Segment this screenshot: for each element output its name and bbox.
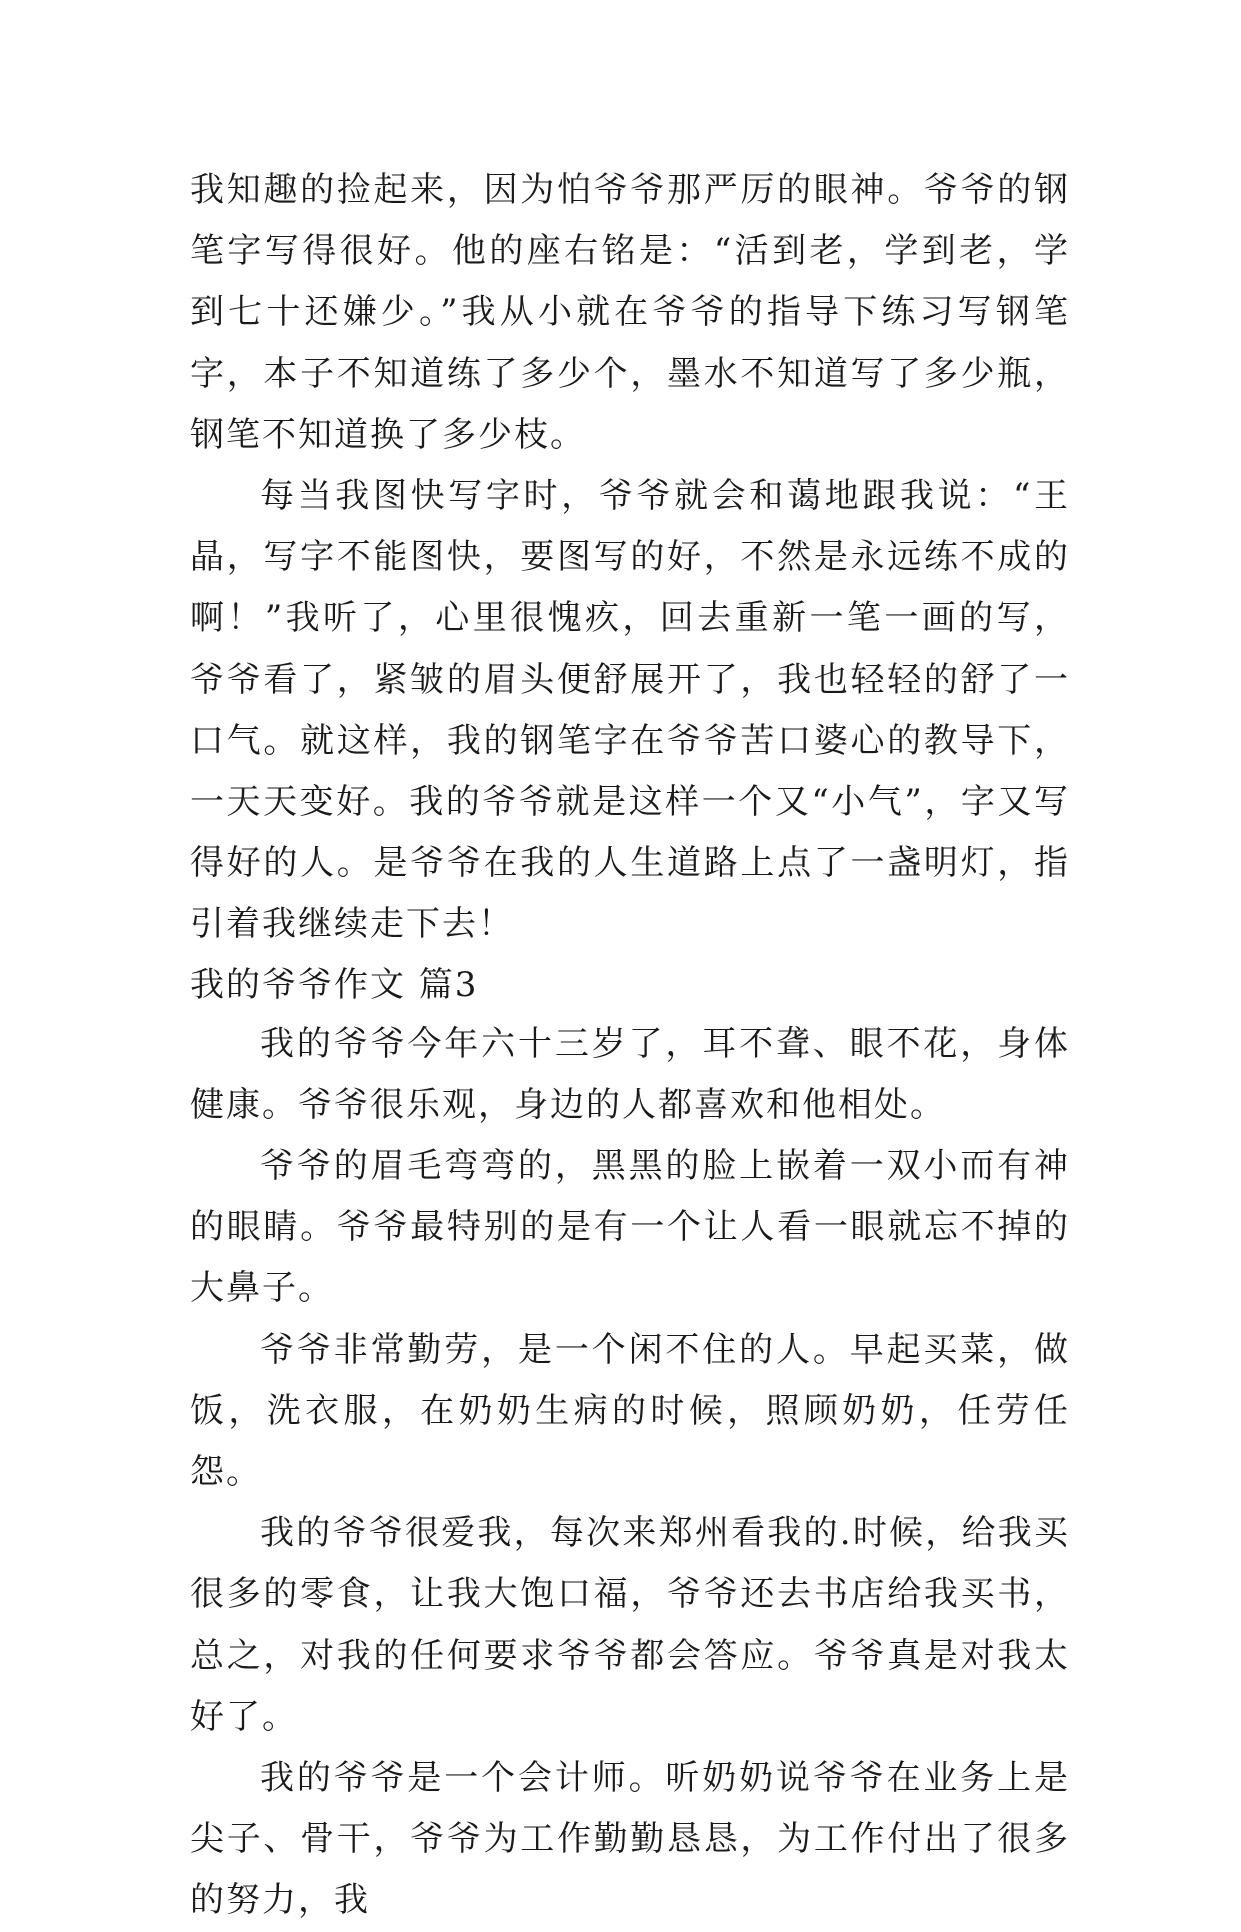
paragraph: 爷爷的眉毛弯弯的，黑黑的脸上嵌着一双小而有神的眼睛。爷爷最特别的是有一个让人看一眼就忘不掉的大鼻子。 [190, 1146, 1070, 1309]
paragraph: 每当我图快写字时，爷爷就会和蔼地跟我说：“王晶，写字不能图快，要图写的好，不然是永远练不成的啊！”我听了，心里很愧疚，回去重新一笔一画的写，爷爷看了，紧皱的眉头便舒展开了，我也轻轻的舒了一口气。就这样，我的钢笔字在爷爷苦口婆心的教导下，一天天变好。我的爷爷就是这样一个又“小气”，字又写得好的人。是爷爷在我的人生道路上点了一盏明灯，指引着我继续走下去！ [190, 476, 1070, 945]
section-heading: 我的爷爷作文 篇3 [190, 964, 479, 1005]
paragraph: 我的爷爷今年六十三岁了，耳不聋、眼不花，身体健康。爷爷很乐观，身边的人都喜欢和他相处。 [190, 1023, 1070, 1125]
paragraph: 爷爷非常勤劳，是一个闲不住的人。早起买菜，做饭，洗衣服，在奶奶生病的时候，照顾奶奶，任劳任怨。 [190, 1329, 1070, 1493]
paragraph: 我的爷爷很爱我，每次来郑州看我的.时候，给我买很多的零食，让我大饱口福，爷爷还去书店给我买书，总之，对我的任何要求爷爷都会答应。爷爷真是对我太好了。 [190, 1513, 1070, 1737]
paragraph: 我的爷爷是一个会计师。听奶奶说爷爷在业务上是尖子、骨干，爷爷为工作勤勤恳恳，为工作付出了很多的努力，我 [190, 1758, 1070, 1921]
paragraph-continuation: 我知趣的捡起来，因为怕爷爷那严厉的眼神。爷爷的钢笔字写得很好。他的座右铭是：“活到老，学到老，学到七十还嫌少。”我从小就在爷爷的指导下练习写钢笔字，本子不知道练了多少个，墨水不知道写了多少瓶，钢笔不知道换了多少枝。 [190, 170, 1070, 455]
document-body [190, 160, 1070, 1932]
